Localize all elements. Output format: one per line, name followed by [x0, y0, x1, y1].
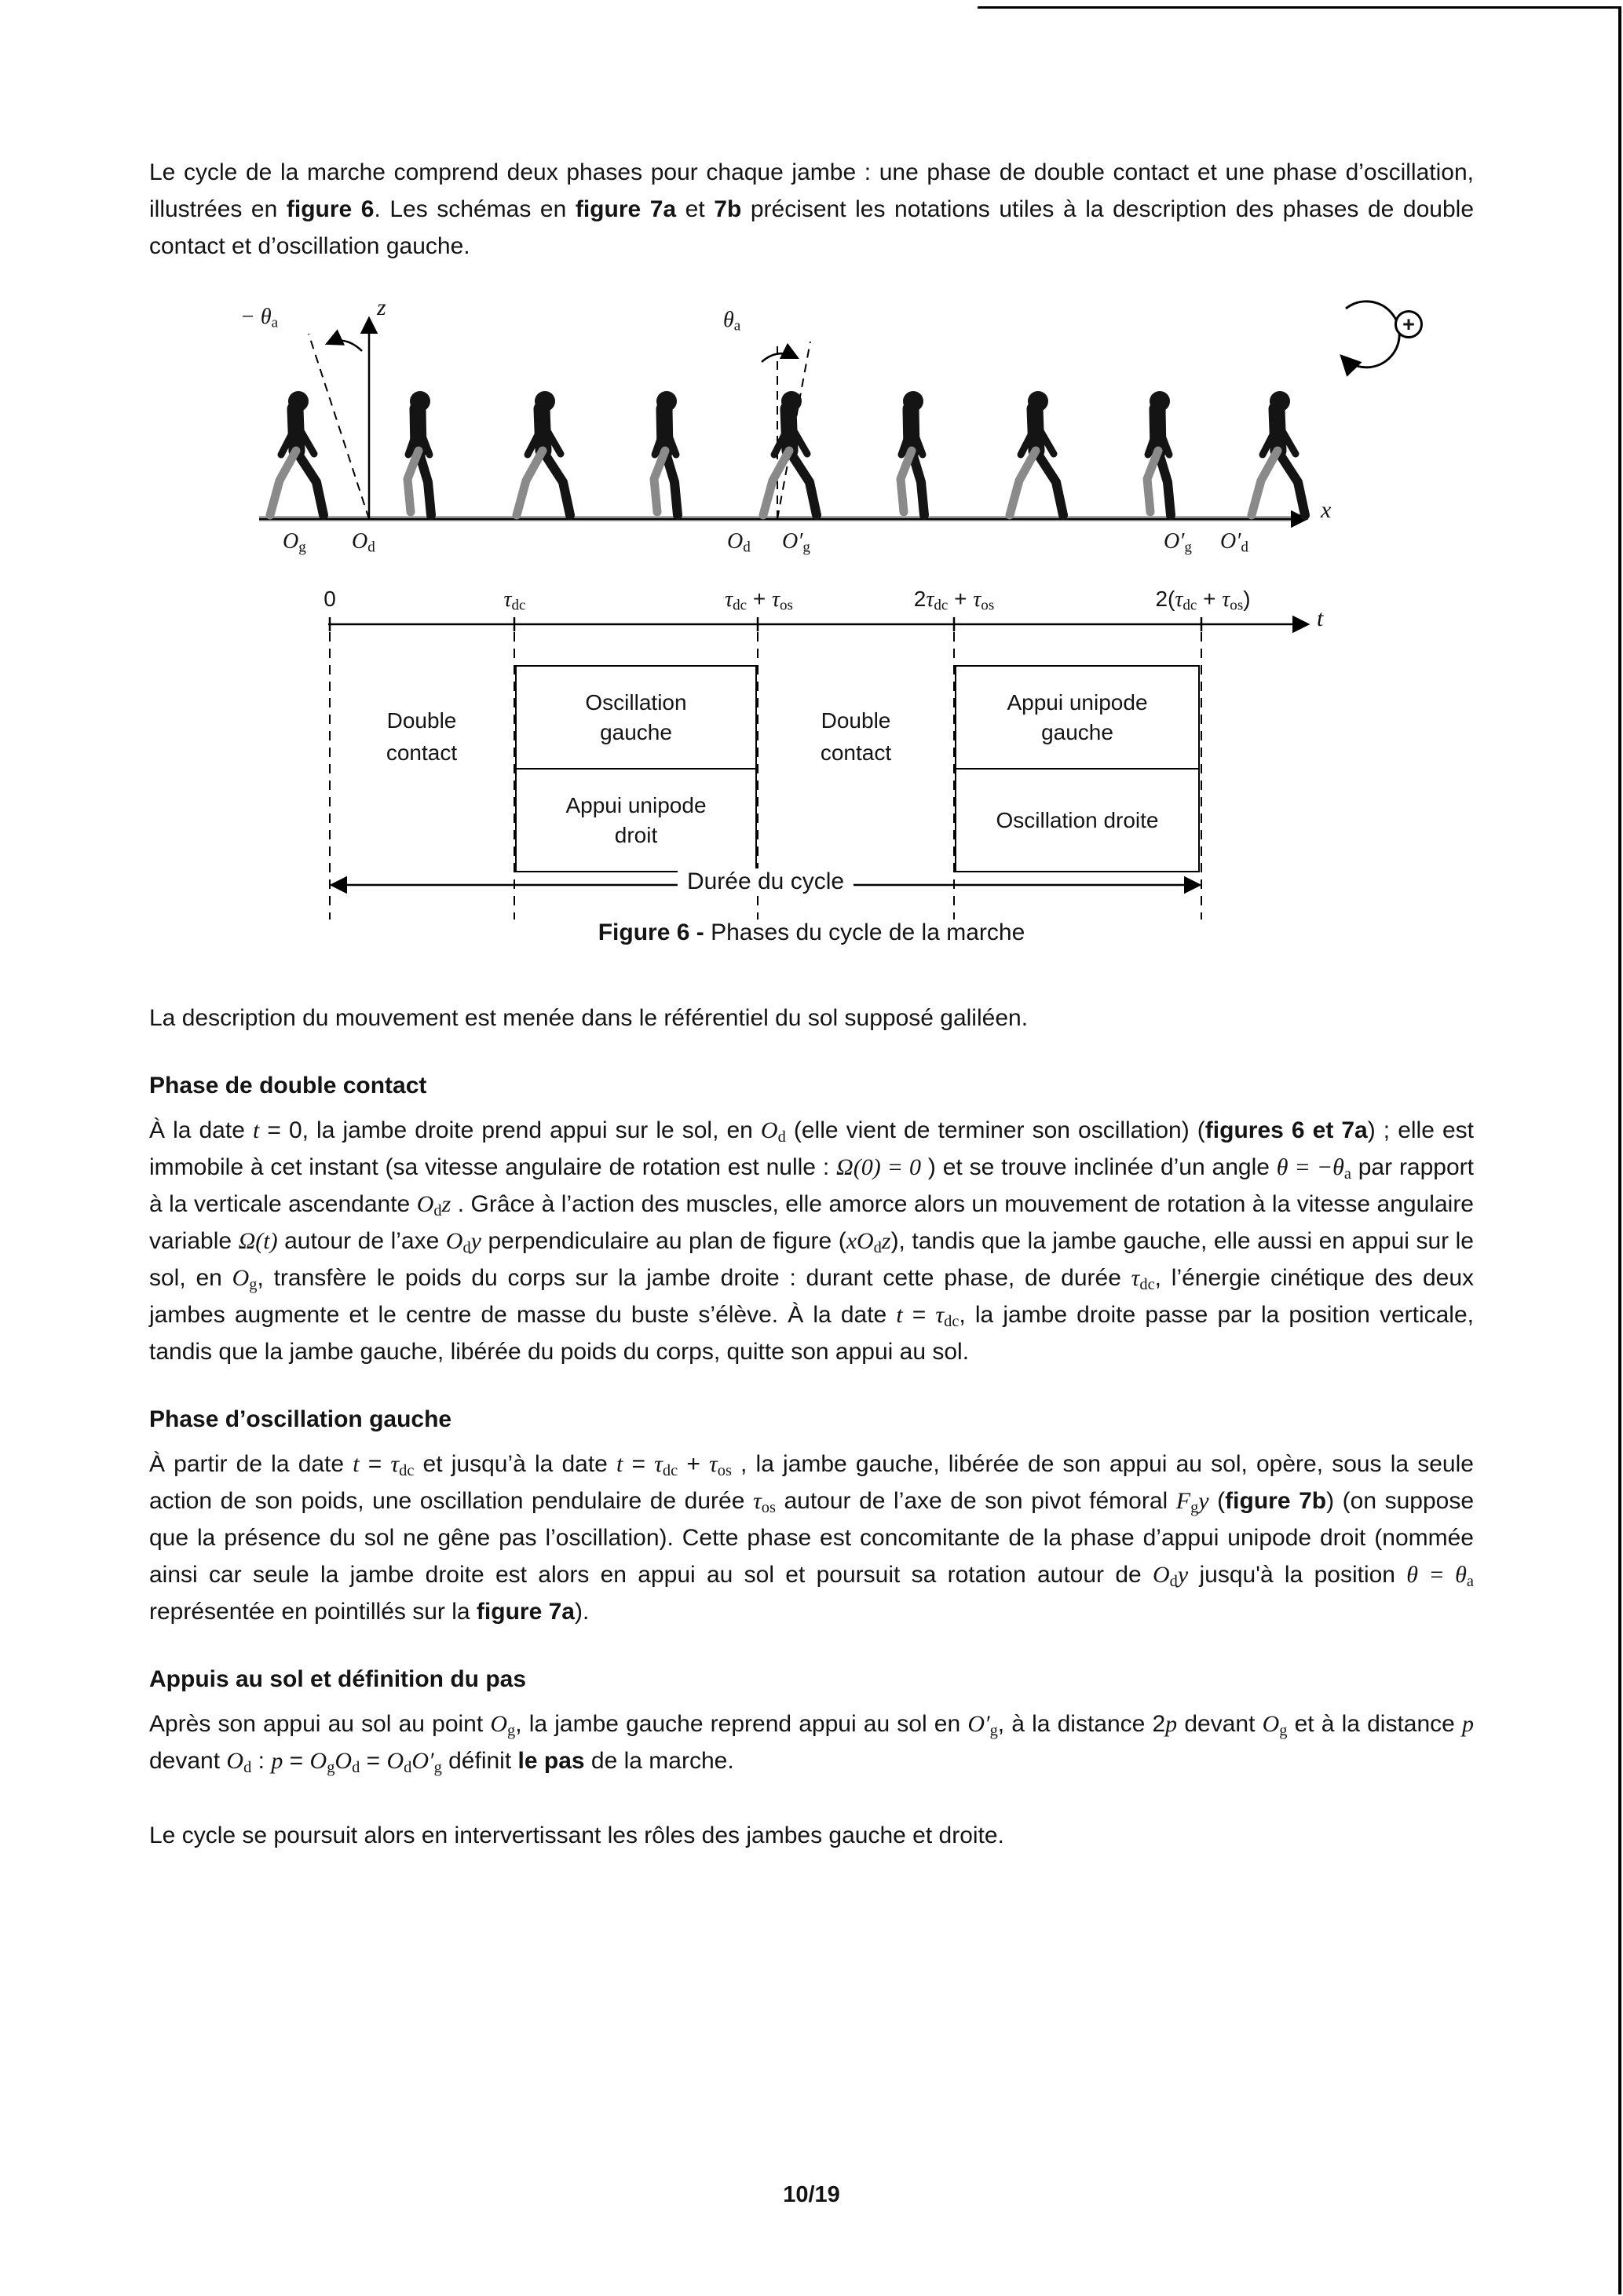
scan-edge-artifact-right [1618, 6, 1621, 2294]
intro-paragraph: Le cycle de la marche comprend deux phases pour chaque jambe : une phase de double contact et une phase d’oscillation, illustrées en figure 6. Les schémas en figure 7a et 7b précisent les notations utiles à la description des phases de double contact et d’oscillation gauche. [149, 159, 1475, 259]
phase-box-left [515, 665, 757, 872]
angle-left-arc-arrow [328, 341, 362, 351]
ground-label-od: $O_d$ [352, 529, 375, 556]
figure-6 [149, 294, 1474, 976]
positive-rotation-icon: + [1395, 310, 1423, 338]
phase-oscillation-droite: Oscillation droite [956, 768, 1198, 871]
z-axis-label: z [377, 294, 386, 320]
tick-label-tdc-plus-tos: $\tau_{dc} + \tau_{os}$ [725, 587, 793, 614]
tick-label-2-tdc-plus-tos: $2(\tau_{dc} + \tau_{os})$ [1155, 587, 1251, 614]
figure-caption-text: Phases du cycle de la marche [711, 919, 1025, 945]
ground-label-opg: $O'_g$ [782, 529, 810, 556]
tick-label-tdc: $\tau_{dc}$ [503, 587, 526, 614]
ground-label-og: $O_g$ [283, 529, 306, 556]
section-heading-oscillation-gauche: Phase d’oscillation gauche [149, 1406, 452, 1432]
figure-caption-number: Figure 6 - [598, 919, 711, 945]
walking-silhouettes [270, 391, 1305, 515]
angle-mid-arc-arrow [762, 353, 796, 362]
scan-edge-artifact-top [978, 6, 1621, 9]
oscillation-gauche-paragraph: À partir de la date $t = \tau_{dc}$ et jusqu’à la date $t = \tau_{dc} + \tau_{os}$ , la jambe gauche, libérée de son appui au sol, opère, sous la seule action de son poids, une oscillation pendulaire de durée $\tau_{os}$ autour de l’axe de son pivot fémoral $F_gy$ (figure 7b) (on suppose que la présence du sol ne gêne pas l’oscillation). Cette phase est concomitante de la phase d’appui unipode droit (nommée ainsi car seule la jambe droite est alors en appui au sol et poursuit sa rotation autour de $O_dy$ jusqu'à la position $\theta = \theta_a$ représentée en pointillés sur la figure 7a). [149, 1451, 1475, 1625]
section-heading-double-contact: Phase de double contact [149, 1073, 427, 1099]
page-number: 10/19 [783, 2182, 840, 2207]
phase-box-right [955, 665, 1200, 872]
phase-appui-unipode-gauche: Appui unipode gauche [1007, 689, 1148, 744]
rotation-direction-arrow [1343, 302, 1399, 367]
definition-pas-paragraph: Après son appui au sol au point $O_g$, la jambe gauche reprend appui au sol en $O'_g$, à la distance 2p devant $O_g$ et à la distance p devant $O_d$ : $p = O_gO_d = O_dO'_g$ définit le pas de la marche. [149, 1711, 1474, 1776]
cycle-duration-label: Durée du cycle [678, 868, 854, 895]
cycle-suite-paragraph: Le cycle se poursuit alors en intervertissant les rôles des jambes gauche et droite. [149, 1823, 1004, 1848]
angle-minus-theta-a-label: − $\theta_a$ [240, 305, 279, 331]
t-axis-label: t [1317, 605, 1324, 631]
phase-appui-unipode-droit: Appui unipode droit [517, 768, 755, 871]
tick-label-2tdc-plus-tos: $2\tau_{dc} + \tau_{os}$ [913, 587, 995, 614]
ground-label-opd: $O'_d$ [1220, 529, 1248, 556]
x-axis-label: x [1321, 497, 1332, 523]
section-heading-appuis-pas: Appuis au sol et définition du pas [149, 1666, 527, 1692]
phase-oscillation-gauche: Oscillation gauche [585, 689, 687, 744]
phase-double-contact-2: Double contact [820, 708, 892, 765]
referentiel-paragraph: La description du mouvement est menée dans le référentiel du sol supposé galiléen. [149, 1005, 1029, 1031]
tick-label-0: 0 [324, 587, 336, 611]
angle-theta-a-label: $\theta_a$ [723, 308, 741, 335]
double-contact-paragraph: À la date t = 0, la jambe droite prend appui sur le sol, en $O_d$ (elle vient de terminer son oscillation) (figures 6 et 7a) ; elle est immobile à cet instant (sa vitesse angulaire de rotation est nulle : Ω(0) = 0 ) et se trouve inclinée d’un angle $\theta = -\theta_a$ par rapport à la verticale ascendante $O_dz$ . Grâce à l’action des muscles, elle amorce alors un mouvement de rotation à la vitesse angulaire variable Ω(t) autour de l’axe $O_dy$ perpendiculaire au plan de figure $(xO_dz)$, tandis que la jambe gauche, elle aussi en appui sur le sol, en $O_g$, transfère le poids du corps sur la jambe droite : durant cette phase, de durée $\tau_{dc}$, l’énergie cinétique des deux jambes augmente et le centre de masse du buste s’élève. À la date $t = \tau_{dc}$, la jambe droite passe par la position verticale, tandis que la jambe gauche, libérée du poids du corps, quitte son appui au sol. [149, 1117, 1475, 1365]
phase-double-contact-1: Double contact [386, 708, 458, 765]
ground-label-opg-2: $O'_g$ [1164, 529, 1192, 556]
figure-caption [149, 919, 1474, 946]
ground-label-od-2: $O_d$ [727, 529, 751, 556]
